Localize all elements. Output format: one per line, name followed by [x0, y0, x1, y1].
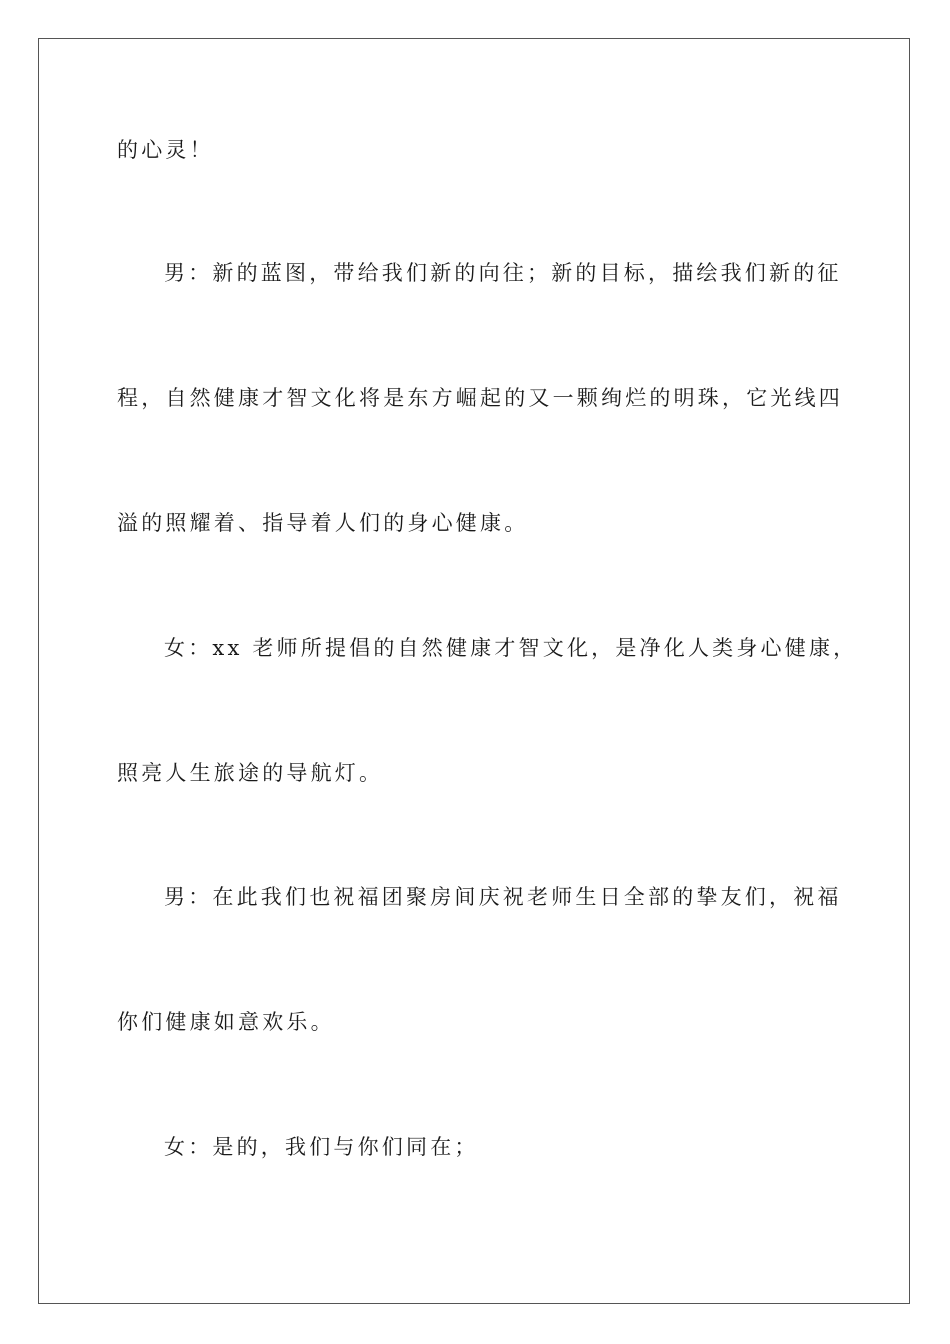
- text-line: 溢的照耀着、指导着人们的身心健康。: [117, 511, 529, 535]
- text-line: 程，自然健康才智文化将是东方崛起的又一颗绚烂的明珠，它光线四: [117, 386, 843, 410]
- text-line: 女：xx 老师所提倡的自然健康才智文化，是净化人类身心健康，: [164, 636, 858, 660]
- text-line: 男：新的蓝图，带给我们新的向往；新的目标，描绘我们新的征: [164, 261, 842, 285]
- text-line: 照亮人生旅途的导航灯。: [117, 761, 384, 785]
- text-line: 女：是的，我们与你们同在；: [164, 1135, 479, 1159]
- text-line: 男：在此我们也祝福团聚房间庆祝老师生日全部的挚友们，祝福: [164, 885, 842, 909]
- text-line: 你们健康如意欢乐。: [117, 1010, 335, 1034]
- page-border: [38, 38, 910, 1304]
- text-line: 的心灵！: [117, 138, 214, 162]
